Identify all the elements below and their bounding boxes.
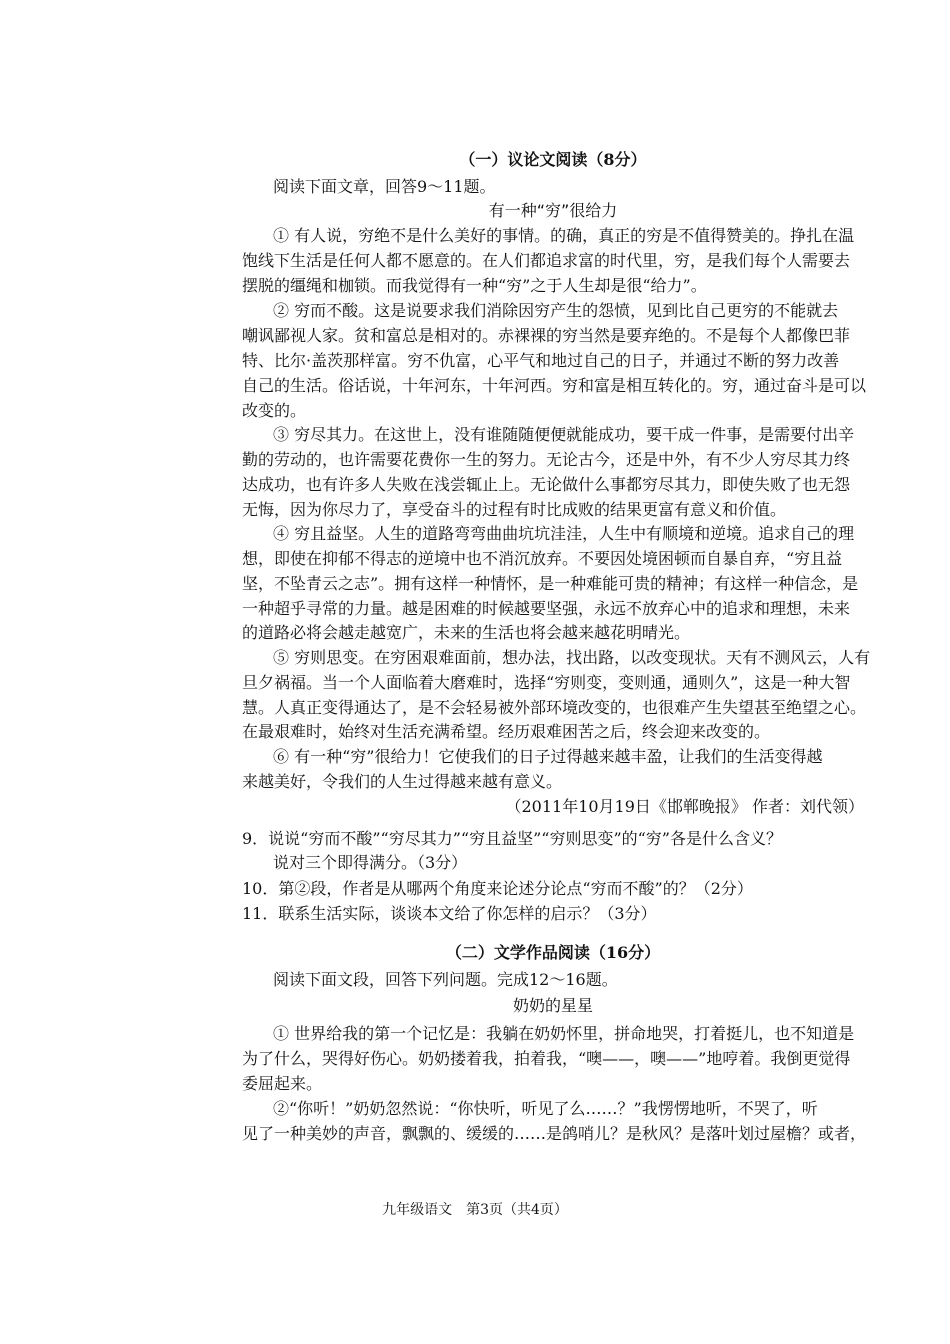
paragraph-line: ⑥ 有一种“穷”很给力！它使我们的日子过得越来越丰盈，让我们的生活变得越 xyxy=(273,747,823,766)
paragraph-line: 的道路必将会越走越宽广，未来的生活也将会越来越花明晴光。 xyxy=(242,623,691,642)
paragraph-line: 勤的劳动的，也许需要花费你一生的努力。无论古今，还是中外，有不少人穷尽其力终 xyxy=(242,450,851,469)
section2-article-title: 奶奶的星星 xyxy=(512,996,593,1015)
section1-instruction: 阅读下面文章，回答9～11题。 xyxy=(273,177,496,196)
paragraph-line: 嘲讽鄙视人家。贫和富总是相对的。赤裸裸的穷当然是要弃绝的。不是每个人都像巴菲 xyxy=(242,326,851,345)
paragraph-line: 无悔，因为你尽力了，享受奋斗的过程有时比成败的结果更富有意义和价值。 xyxy=(242,500,787,519)
paragraph-line: 摆脱的缰绳和枷锁。而我觉得有一种“穷”之于人生却是很“给力”。 xyxy=(242,276,707,295)
article-source: （2011年10月19日《邯郸晚报》 作者：刘代领） xyxy=(505,797,864,816)
paragraph-line: ② 穷而不酸。这是说要求我们消除因穷产生的怨愤，见到比自己更穷的不能就去 xyxy=(273,301,839,320)
paragraph-line: ① 世界给我的第一个记忆是：我躺在奶奶怀里，拼命地哭，打着挺儿，也不知道是 xyxy=(273,1024,855,1043)
paragraph-line: 饱线下生活是任何人都不愿意的。在人们都追求富的时代里，穷，是我们每个人需要去 xyxy=(242,251,851,270)
section2-instruction: 阅读下面文段，回答下列问题。完成12～16题。 xyxy=(273,970,618,989)
question-9: 9．说说“穷而不酸”“穷尽其力”“穷且益坚”“穷则思变”的“穷”各是什么含义？ xyxy=(242,829,782,848)
paragraph-line: 自己的生活。俗话说，十年河东，十年河西。穷和富是相互转化的。穷，通过奋斗是可以 xyxy=(242,376,867,395)
paragraph-line: 来越美好，令我们的人生过得越来越有意义。 xyxy=(242,772,563,791)
paragraph-line: 达成功，也有许多人失败在浅尝辄止上。无论做什么事都穷尽其力，即使失败了也无怨 xyxy=(242,475,851,494)
paragraph-line: ① 有人说，穷绝不是什么美好的事情。的确，真正的穷是不值得赞美的。挣扎在温 xyxy=(273,226,855,245)
question-11: 11．联系生活实际，谈谈本文给了你怎样的启示？（3分） xyxy=(242,904,657,923)
paragraph-line: 慧。人真正变得通达了，是不会轻易被外部环境改变的，也很难产生失望甚至绝望之心。 xyxy=(242,698,867,717)
paragraph-line: 委屈起来。 xyxy=(242,1074,323,1093)
page-footer: 九年级语文 第3页（共4页） xyxy=(382,1202,568,1218)
paragraph-line: 特、比尔·盖茨那样富。穷不仇富，心平气和地过自己的日子，并通过不断的努力改善 xyxy=(242,351,840,370)
paragraph-line: 旦夕祸福。当一个人面临着大磨难时，选择“穷则变，变则通，通则久”，这是一种大智 xyxy=(242,673,851,692)
paragraph-line: ⑤ 穷则思变。在穷困艰难面前，想办法，找出路，以改变现状。天有不测风云，人有 xyxy=(273,648,871,667)
question-9-note: 说对三个即得满分。（3分） xyxy=(273,853,468,872)
section2-heading: （二）文学作品阅读（16分） xyxy=(445,943,661,962)
paragraph-line: 在最艰难时，始终对生活充满希望。经历艰难困苦之后，终会迎来改变的。 xyxy=(242,722,771,741)
paragraph-line: 想，即使在抑郁不得志的逆境中也不消沉放弃。不要因处境困顿而自暴自弃，“穷且益 xyxy=(242,549,843,568)
paragraph-line: ③ 穷尽其力。在这世上，没有谁随随便便就能成功，要干成一件事，是需要付出辛 xyxy=(273,425,855,444)
paragraph-line: 坚，不坠青云之志”。拥有这样一种情怀，是一种难能可贵的精神；有这样一种信念，是 xyxy=(242,574,859,593)
paragraph-line: ②“你听！”奶奶忽然说：“你快听，听见了么……？”我愣愣地听，不哭了，听 xyxy=(273,1099,818,1118)
question-10: 10．第②段，作者是从哪两个角度来论述分论点“穷而不酸”的？（2分） xyxy=(242,879,753,898)
section1-article-title: 有一种“穷”很给力 xyxy=(488,201,618,220)
paragraph-line: 改变的。 xyxy=(242,401,307,420)
paragraph-line: 一种超乎寻常的力量。越是困难的时候越要坚强，永远不放弃心中的追求和理想，未来 xyxy=(242,599,851,618)
paragraph-line: 为了什么，哭得好伤心。奶奶搂着我，拍着我，“噢——，噢——”地哼着。我倒更觉得 xyxy=(242,1049,851,1068)
paragraph-line: 见了一种美妙的声音，飘飘的、缓缓的……是鸽哨儿？是秋风？是落叶划过屋檐？或者， xyxy=(242,1124,867,1143)
paragraph-line: ④ 穷且益坚。人生的道路弯弯曲曲坑坑洼洼，人生中有顺境和逆境。追求自己的理 xyxy=(273,524,855,543)
section1-heading: （一）议论文阅读（8分） xyxy=(459,150,647,169)
